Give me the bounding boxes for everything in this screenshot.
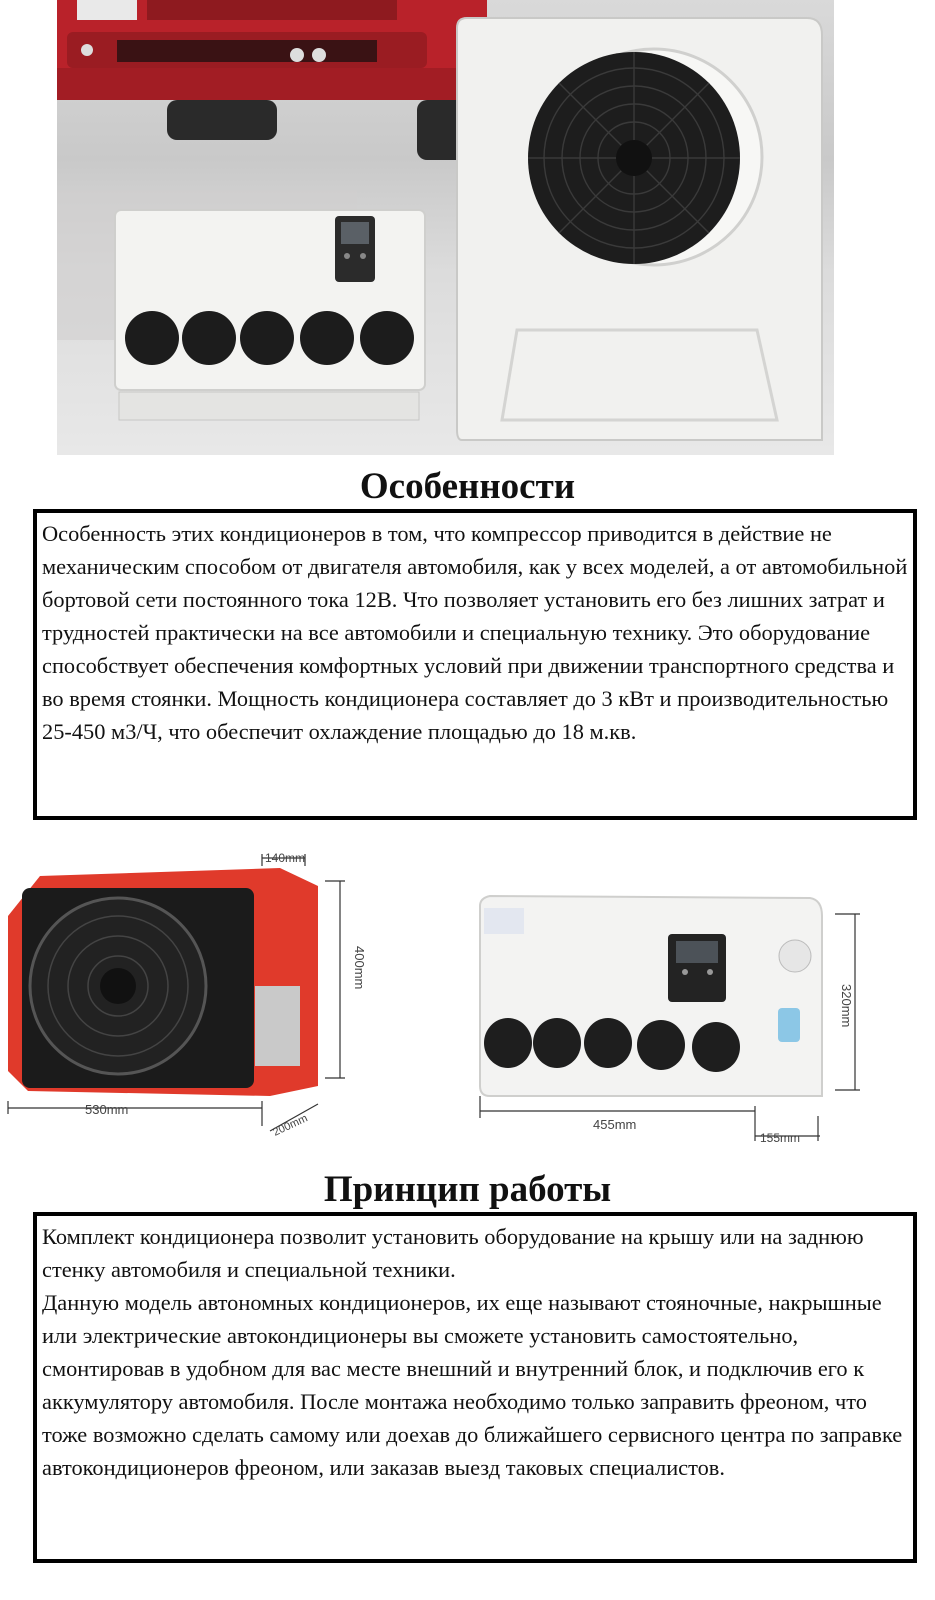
- hero-product-photo: [57, 0, 834, 455]
- air-vent: [584, 1018, 632, 1068]
- controller-button: [344, 253, 350, 259]
- truck-foglight: [312, 48, 326, 62]
- truck-foglight: [290, 48, 304, 62]
- principle-paragraph: Комплект кондиционера позволит установить оборудование на крышу или на заднюю стенку автомобиля и специальной техники.: [42, 1224, 864, 1282]
- features-heading: Особенности: [359, 466, 576, 507]
- features-textbox: [33, 509, 917, 820]
- outdoor-unit-electronics: [255, 986, 300, 1066]
- truck-foglight: [81, 44, 93, 56]
- air-vent: [300, 311, 354, 365]
- controller-button: [360, 253, 366, 259]
- air-vent: [240, 311, 294, 365]
- dim-label-width-right: 455mm: [593, 1117, 637, 1132]
- truck-bumper-grille: [117, 40, 377, 62]
- air-vent: [360, 311, 414, 365]
- controller-display: [341, 222, 369, 244]
- dim-label-depth-bottom: 200mm: [271, 1112, 310, 1139]
- dim-label-width-left: 530mm: [85, 1102, 129, 1117]
- air-vent: [484, 1018, 532, 1068]
- truck-lower: [57, 68, 477, 100]
- truck-headlight: [77, 0, 137, 20]
- air-vent: [692, 1022, 740, 1072]
- rooftop-fan-hub: [616, 140, 652, 176]
- indoor-unit-port: [778, 1008, 800, 1042]
- air-vent: [125, 311, 179, 365]
- dimension-drawings: [0, 846, 935, 1146]
- indoor-unit-label-blur: [484, 908, 524, 934]
- indoor-unit-base: [119, 392, 419, 420]
- principle-heading: Принцип работы: [323, 1169, 612, 1210]
- features-paragraph: Особенность этих кондиционеров в том, что компрессор приводится в действие не механическим способом от двигателя автомобиля, как у всех моделей, а от автомобильной бортовой сети постоянного тока 12В. Что позволяет установить его без лишних затрат и трудностей практически на все автомобили и специальную технику. Это оборудование способствует обеспечения комфортных условий при движении транспортного средства и во время стоянки. Мощность кондиционера составляет до 3 кВт и производительностью 25-450 м3/Ч, что обеспечит охлаждение площадью до 18 м.кв.: [42, 521, 908, 744]
- indoor-unit-vent-grille: [779, 940, 811, 972]
- air-vent: [533, 1018, 581, 1068]
- dim-label-height-left: 400mm: [352, 946, 367, 990]
- dim-label-height-right: 320mm: [839, 984, 854, 1028]
- air-vent: [182, 311, 236, 365]
- truck-grille: [147, 0, 397, 20]
- principle-paragraph: Данную модель автономных кондиционеров, их еще называют стояночные, накрышные или электрические автокондиционеры вы сможете установить самостоятельно, смонтировав в удобном для вас месте внешний и внутренний блок, и подключив его к аккумулятору автомобиля. После монтажа необходимо только заправить фреоном, что тоже возможно сделать самому или доехав до ближайшего сервисного центра по заправке автокондиционеров фреоном, или заказав выезд таковых специалистов.: [42, 1290, 903, 1480]
- air-vent: [637, 1020, 685, 1070]
- dim-label-depth-right: 155mm: [760, 1131, 801, 1145]
- controller-button: [682, 969, 688, 975]
- outdoor-unit-drawing: [8, 854, 345, 1131]
- controller-button: [707, 969, 713, 975]
- principle-textbox: [33, 1212, 917, 1563]
- controller-display: [676, 941, 718, 963]
- indoor-unit-drawing: [480, 896, 860, 1141]
- outdoor-fan-hub: [100, 968, 136, 1004]
- hero-illustration: [57, 0, 834, 455]
- truck-wheel: [167, 100, 277, 140]
- dim-label-depth-top: 140mm: [265, 851, 306, 865]
